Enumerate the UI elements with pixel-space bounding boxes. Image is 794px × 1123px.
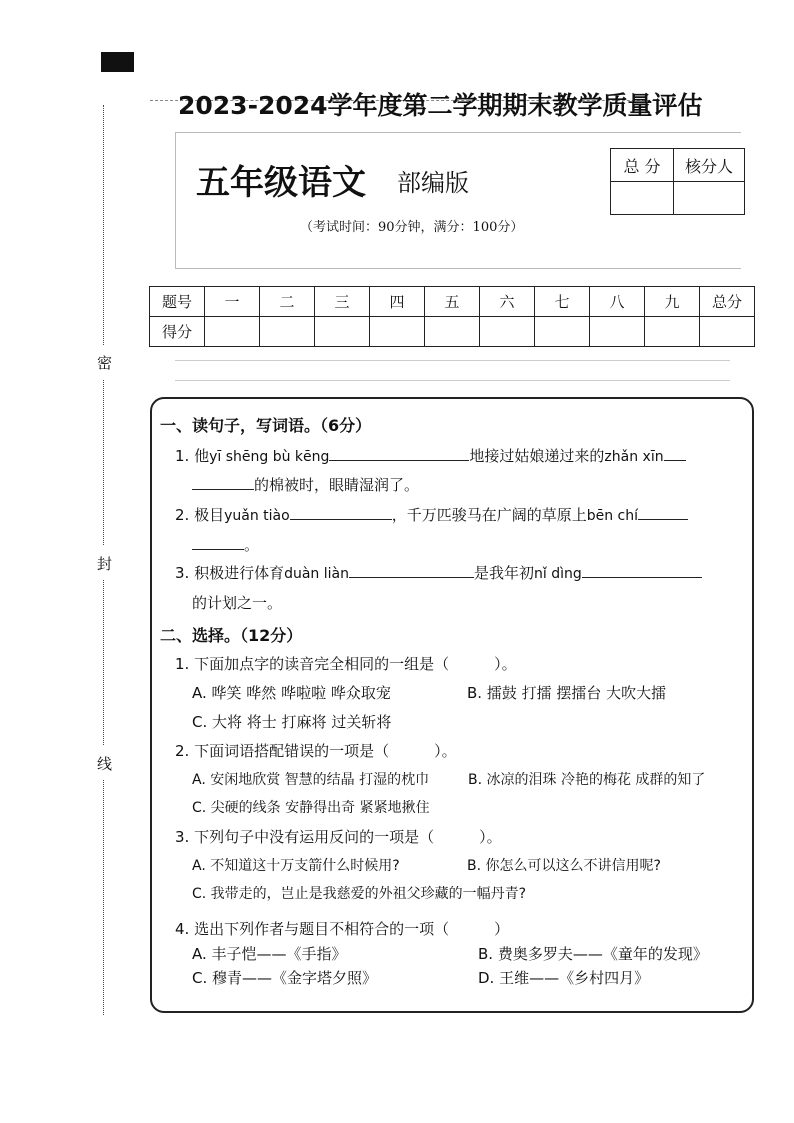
grade-col-8: 八 xyxy=(590,287,645,317)
binding-dotted-line xyxy=(103,580,104,745)
score-cell[interactable] xyxy=(205,317,260,347)
grade-table xyxy=(149,286,755,347)
binding-dotted-line xyxy=(103,105,104,345)
binding-char-mi: 密 xyxy=(97,354,113,372)
divider xyxy=(175,380,730,381)
score-box xyxy=(610,148,745,215)
score-cell[interactable] xyxy=(480,317,535,347)
q3-text-a: 3. 积极进行体育 xyxy=(175,564,285,582)
mc2-stem: 2. 下面词语搭配错误的一项是（ ）。 xyxy=(175,742,457,760)
q3-blank-2[interactable] xyxy=(582,563,702,578)
q1-blank-2a[interactable] xyxy=(664,446,686,461)
grade-col-3: 三 xyxy=(315,287,370,317)
q2-blank-1[interactable] xyxy=(290,505,392,520)
score-cell[interactable] xyxy=(535,317,590,347)
q3-text-b: 是我年初 xyxy=(474,564,535,582)
section2-heading: 二、选择。（12分） xyxy=(160,626,303,645)
mc2-option-c[interactable]: C. 尖硬的线条 安静得出奇 紧紧地揪住 xyxy=(192,800,430,816)
q2-pinyin-2: bēn chí xyxy=(586,508,638,524)
q1-pinyin-1: yī shēng bù kēng xyxy=(209,449,330,465)
grade-col-9: 九 xyxy=(645,287,700,317)
q2-fill-line-cont xyxy=(192,534,259,555)
binding-char-feng: 封 xyxy=(97,555,113,573)
total-score-field[interactable] xyxy=(611,182,674,215)
score-cell[interactable] xyxy=(645,317,700,347)
mc3-option-c[interactable]: C. 我带走的，岂止是我慈爱的外祖父珍藏的一幅丹青? xyxy=(192,886,527,902)
mc3-stem: 3. 下列句子中没有运用反问的一项是（ ）。 xyxy=(175,828,502,846)
score-cell[interactable] xyxy=(370,317,425,347)
registration-mark xyxy=(101,52,134,72)
score-row-label: 得分 xyxy=(150,317,205,347)
mc1-option-c[interactable]: C. 大将 将士 打麻将 过关斩将 xyxy=(192,713,392,731)
grade-col-7: 七 xyxy=(535,287,590,317)
score-cell[interactable] xyxy=(315,317,370,347)
q1-fill-line xyxy=(175,445,686,466)
grade-col-1: 一 xyxy=(205,287,260,317)
grade-col-6: 六 xyxy=(480,287,535,317)
q1-text-b: 地接过姑娘递过来的 xyxy=(469,447,605,465)
q3-fill-line xyxy=(175,562,702,583)
q1-fill-line-cont xyxy=(192,474,419,495)
q1-text-a: 1. 他 xyxy=(175,447,210,465)
total-score-label: 总 分 xyxy=(611,149,674,182)
mc4-option-c[interactable]: C. 穆青——《金字塔夕照》 xyxy=(192,969,378,987)
q2-blank-2b[interactable] xyxy=(192,535,244,550)
q1-pinyin-2: zhǎn xīn xyxy=(604,449,664,465)
q1-text-c: 的棉被时，眼睛湿润了。 xyxy=(254,476,420,494)
edition-label: 部编版 xyxy=(397,169,469,197)
grade-col-5: 五 xyxy=(425,287,480,317)
grade-col-2: 二 xyxy=(260,287,315,317)
mc2-option-a[interactable]: A. 安闲地欣赏 智慧的结晶 打湿的枕巾 xyxy=(192,772,430,788)
divider xyxy=(175,360,730,361)
mc3-option-a[interactable]: A. 不知道这十万支箭什么时候用? xyxy=(192,858,400,874)
q1-blank-1[interactable] xyxy=(329,446,469,461)
q3-text-c: 的计划之一。 xyxy=(192,594,283,612)
checker-label: 核分人 xyxy=(674,149,745,182)
exam-info: （考试时间：90分钟，满分：100分） xyxy=(300,220,524,235)
q2-text-c: 。 xyxy=(244,536,260,554)
q2-pinyin-1: yuǎn tiào xyxy=(224,508,290,524)
q2-blank-2a[interactable] xyxy=(638,505,688,520)
subject-title: 五年级语文 xyxy=(196,163,366,203)
grade-col-total: 总分 xyxy=(700,287,755,317)
score-cell[interactable] xyxy=(700,317,755,347)
grade-col-4: 四 xyxy=(370,287,425,317)
q3-pinyin-2: nǐ dìng xyxy=(534,566,582,582)
q3-pinyin-1: duàn liàn xyxy=(284,566,349,582)
mc4-stem: 4. 选出下列作者与题目不相符合的一项（ ） xyxy=(175,920,510,938)
mc1-option-b[interactable]: B. 擂鼓 打擂 摆擂台 大吹大擂 xyxy=(467,684,667,702)
mc1-stem: 1. 下面加点字的读音完全相同的一组是（ ）。 xyxy=(175,655,517,673)
q1-blank-2b[interactable] xyxy=(192,475,254,490)
q2-text-a: 2. 极目 xyxy=(175,506,225,524)
binding-dotted-line xyxy=(103,380,104,545)
section1-heading: 一、读句子，写词语。（6分） xyxy=(160,416,372,435)
mc2-option-b[interactable]: B. 冰凉的泪珠 冷艳的梅花 成群的知了 xyxy=(468,772,706,788)
q2-fill-line xyxy=(175,504,688,525)
checker-field[interactable] xyxy=(674,182,745,215)
score-cell[interactable] xyxy=(590,317,645,347)
q3-blank-1[interactable] xyxy=(349,563,474,578)
mc4-option-d[interactable]: D. 王维——《乡村四月》 xyxy=(478,969,650,987)
grade-row-label: 题号 xyxy=(150,287,205,317)
mc1-option-a[interactable]: A. 哗笑 哗然 哗啦啦 哗众取宠 xyxy=(192,684,391,702)
q2-text-b: ，千万匹骏马在广阔的草原上 xyxy=(391,506,587,524)
binding-dotted-line xyxy=(103,780,104,1015)
exam-title: 2023-2024学年度第二学期期末教学质量评估 xyxy=(178,91,703,120)
mc3-option-b[interactable]: B. 你怎么可以这么不讲信用呢? xyxy=(467,858,661,874)
mc4-option-a[interactable]: A. 丰子恺——《手指》 xyxy=(192,945,347,963)
mc4-option-b[interactable]: B. 费奥多罗夫——《童年的发现》 xyxy=(478,945,708,963)
score-cell[interactable] xyxy=(260,317,315,347)
score-cell[interactable] xyxy=(425,317,480,347)
binding-char-xian: 线 xyxy=(97,755,113,773)
